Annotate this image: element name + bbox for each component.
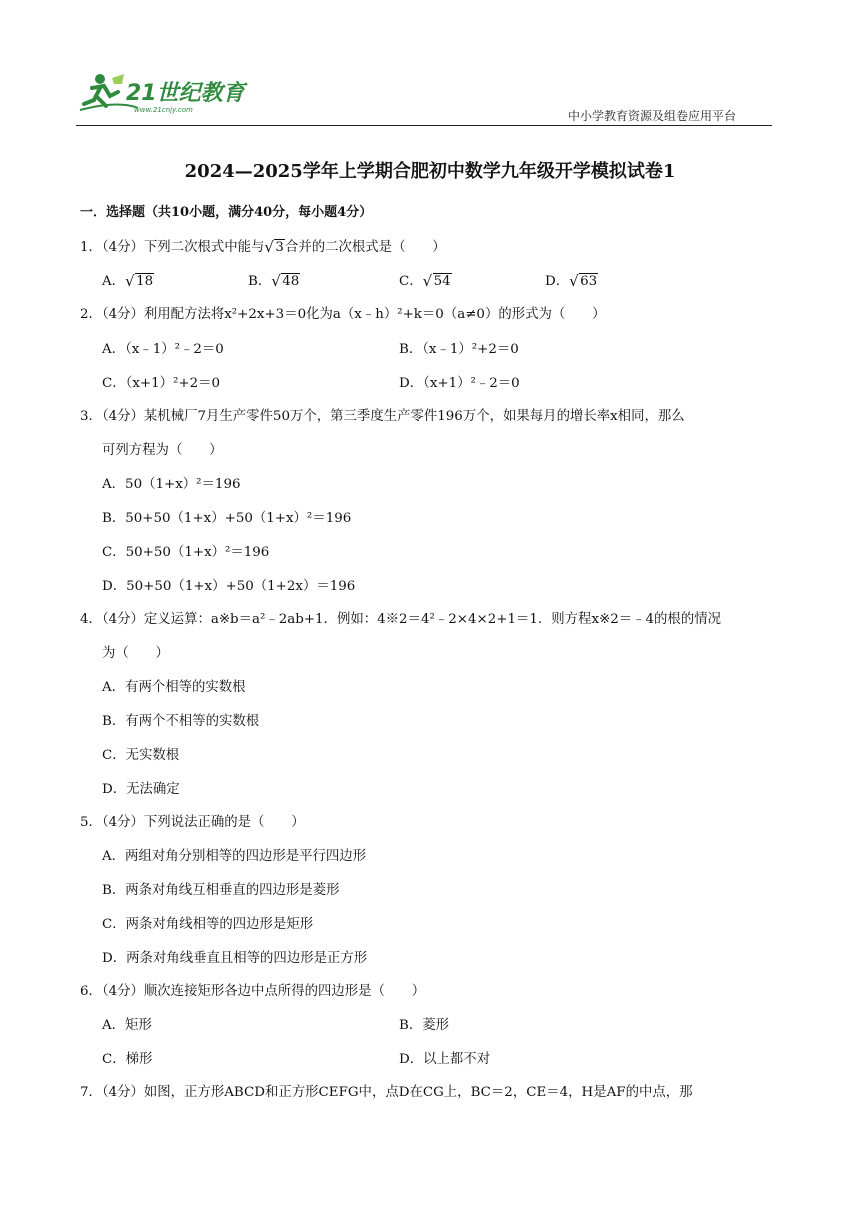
question-5-option-a[interactable]: A．两组对角分别相等的四边形是平行四边形 (102, 849, 367, 864)
question-1-option-a[interactable]: A． √ 18 (102, 272, 154, 290)
question-3-option-d[interactable]: D．50+50（1+x）+50（1+2x）＝196 (102, 579, 356, 594)
question-3-option-b[interactable]: B．50+50（1+x）+50（1+x）²＝196 (102, 511, 352, 526)
question-1-option-d[interactable]: D． √ 63 (545, 272, 598, 290)
question-6-option-a[interactable]: A．矩形 (102, 1018, 152, 1033)
question-1-option-c[interactable]: C． √ 54 (399, 272, 451, 290)
section-title: 一．选择题（共10小题，满分40分，每小题4分） (80, 205, 373, 220)
question-2-option-d[interactable]: D．（x+1）²﹣2＝0 (399, 376, 520, 391)
question-2-option-b[interactable]: B．（x﹣1）²+2＝0 (399, 342, 519, 357)
question-1-option-b[interactable]: B． √ 48 (248, 272, 300, 290)
question-2-stem: 2．（4分）利用配方法将x²+2x+3＝0化为a（x﹣h）²+k＝0（a≠0）的形式为（ ） (80, 307, 606, 322)
question-6-option-b[interactable]: B．菱形 (399, 1018, 450, 1033)
question-4-stem-line2: 为（ ） (102, 646, 169, 661)
question-1-stem: 1．（4分）下列二次根式中能与 √ 3合并的二次根式是（ ） (80, 238, 446, 256)
question-4-option-b[interactable]: B．有两个不相等的实数根 (102, 714, 260, 729)
question-6-stem: 6．（4分）顺次连接矩形各边中点所得的四边形是（ ） (80, 984, 426, 999)
question-6-option-d[interactable]: D．以上都不对 (399, 1052, 491, 1067)
question-5-option-d[interactable]: D．两条对角线垂直且相等的四边形是正方形 (102, 951, 368, 966)
site-logo (78, 70, 248, 118)
question-3-stem-line1: 3．（4分）某机械厂7月生产零件50万个，第三季度生产零件196万个，如果每月的增长率x相同，那么 (80, 409, 685, 424)
question-4-option-c[interactable]: C．无实数根 (102, 748, 180, 763)
logo-url: www.21cnjy.com (134, 106, 193, 114)
question-4-stem-line1: 4．（4分）定义运算：a※b＝a²﹣2ab+1．例如：4※2＝4²﹣2×4×2+1＝1．则方程x※2＝﹣4的根的情况 (80, 612, 721, 627)
question-6-option-c[interactable]: C．梯形 (102, 1052, 153, 1067)
question-4-option-d[interactable]: D．无法确定 (102, 782, 180, 797)
question-3-stem-line2: 可列方程为（ ） (102, 443, 223, 458)
question-4-option-a[interactable]: A．有两个相等的实数根 (102, 680, 246, 695)
question-5-stem: 5．（4分）下列说法正确的是（ ） (80, 815, 305, 830)
exam-title: 2024—2025学年上学期合肥初中数学九年级开学模拟试卷1 (184, 161, 676, 182)
runner-logo-icon (78, 70, 248, 118)
question-5-option-b[interactable]: B．两条对角线互相垂直的四边形是菱形 (102, 883, 340, 898)
question-3-option-c[interactable]: C．50+50（1+x）²＝196 (102, 545, 270, 560)
question-7-stem: 7．（4分）如图，正方形ABCD和正方形CEFG中，点D在CG上，BC＝2，CE＝4，H是AF的中点，那 (80, 1085, 693, 1100)
question-5-option-c[interactable]: C．两条对角线相等的四边形是矩形 (102, 917, 314, 932)
question-2-option-c[interactable]: C．（x+1）²+2＝0 (102, 376, 221, 391)
header-divider (76, 125, 772, 126)
question-2-option-a[interactable]: A．（x﹣1）²﹣2＝0 (102, 342, 224, 357)
question-3-option-a[interactable]: A．50（1+x）²＝196 (102, 477, 241, 492)
platform-name: 中小学教育资源及组卷应用平台 (567, 109, 736, 123)
sqrt-expression: √ 3 (264, 238, 284, 256)
logo-text: 21世纪教育 (126, 81, 245, 106)
